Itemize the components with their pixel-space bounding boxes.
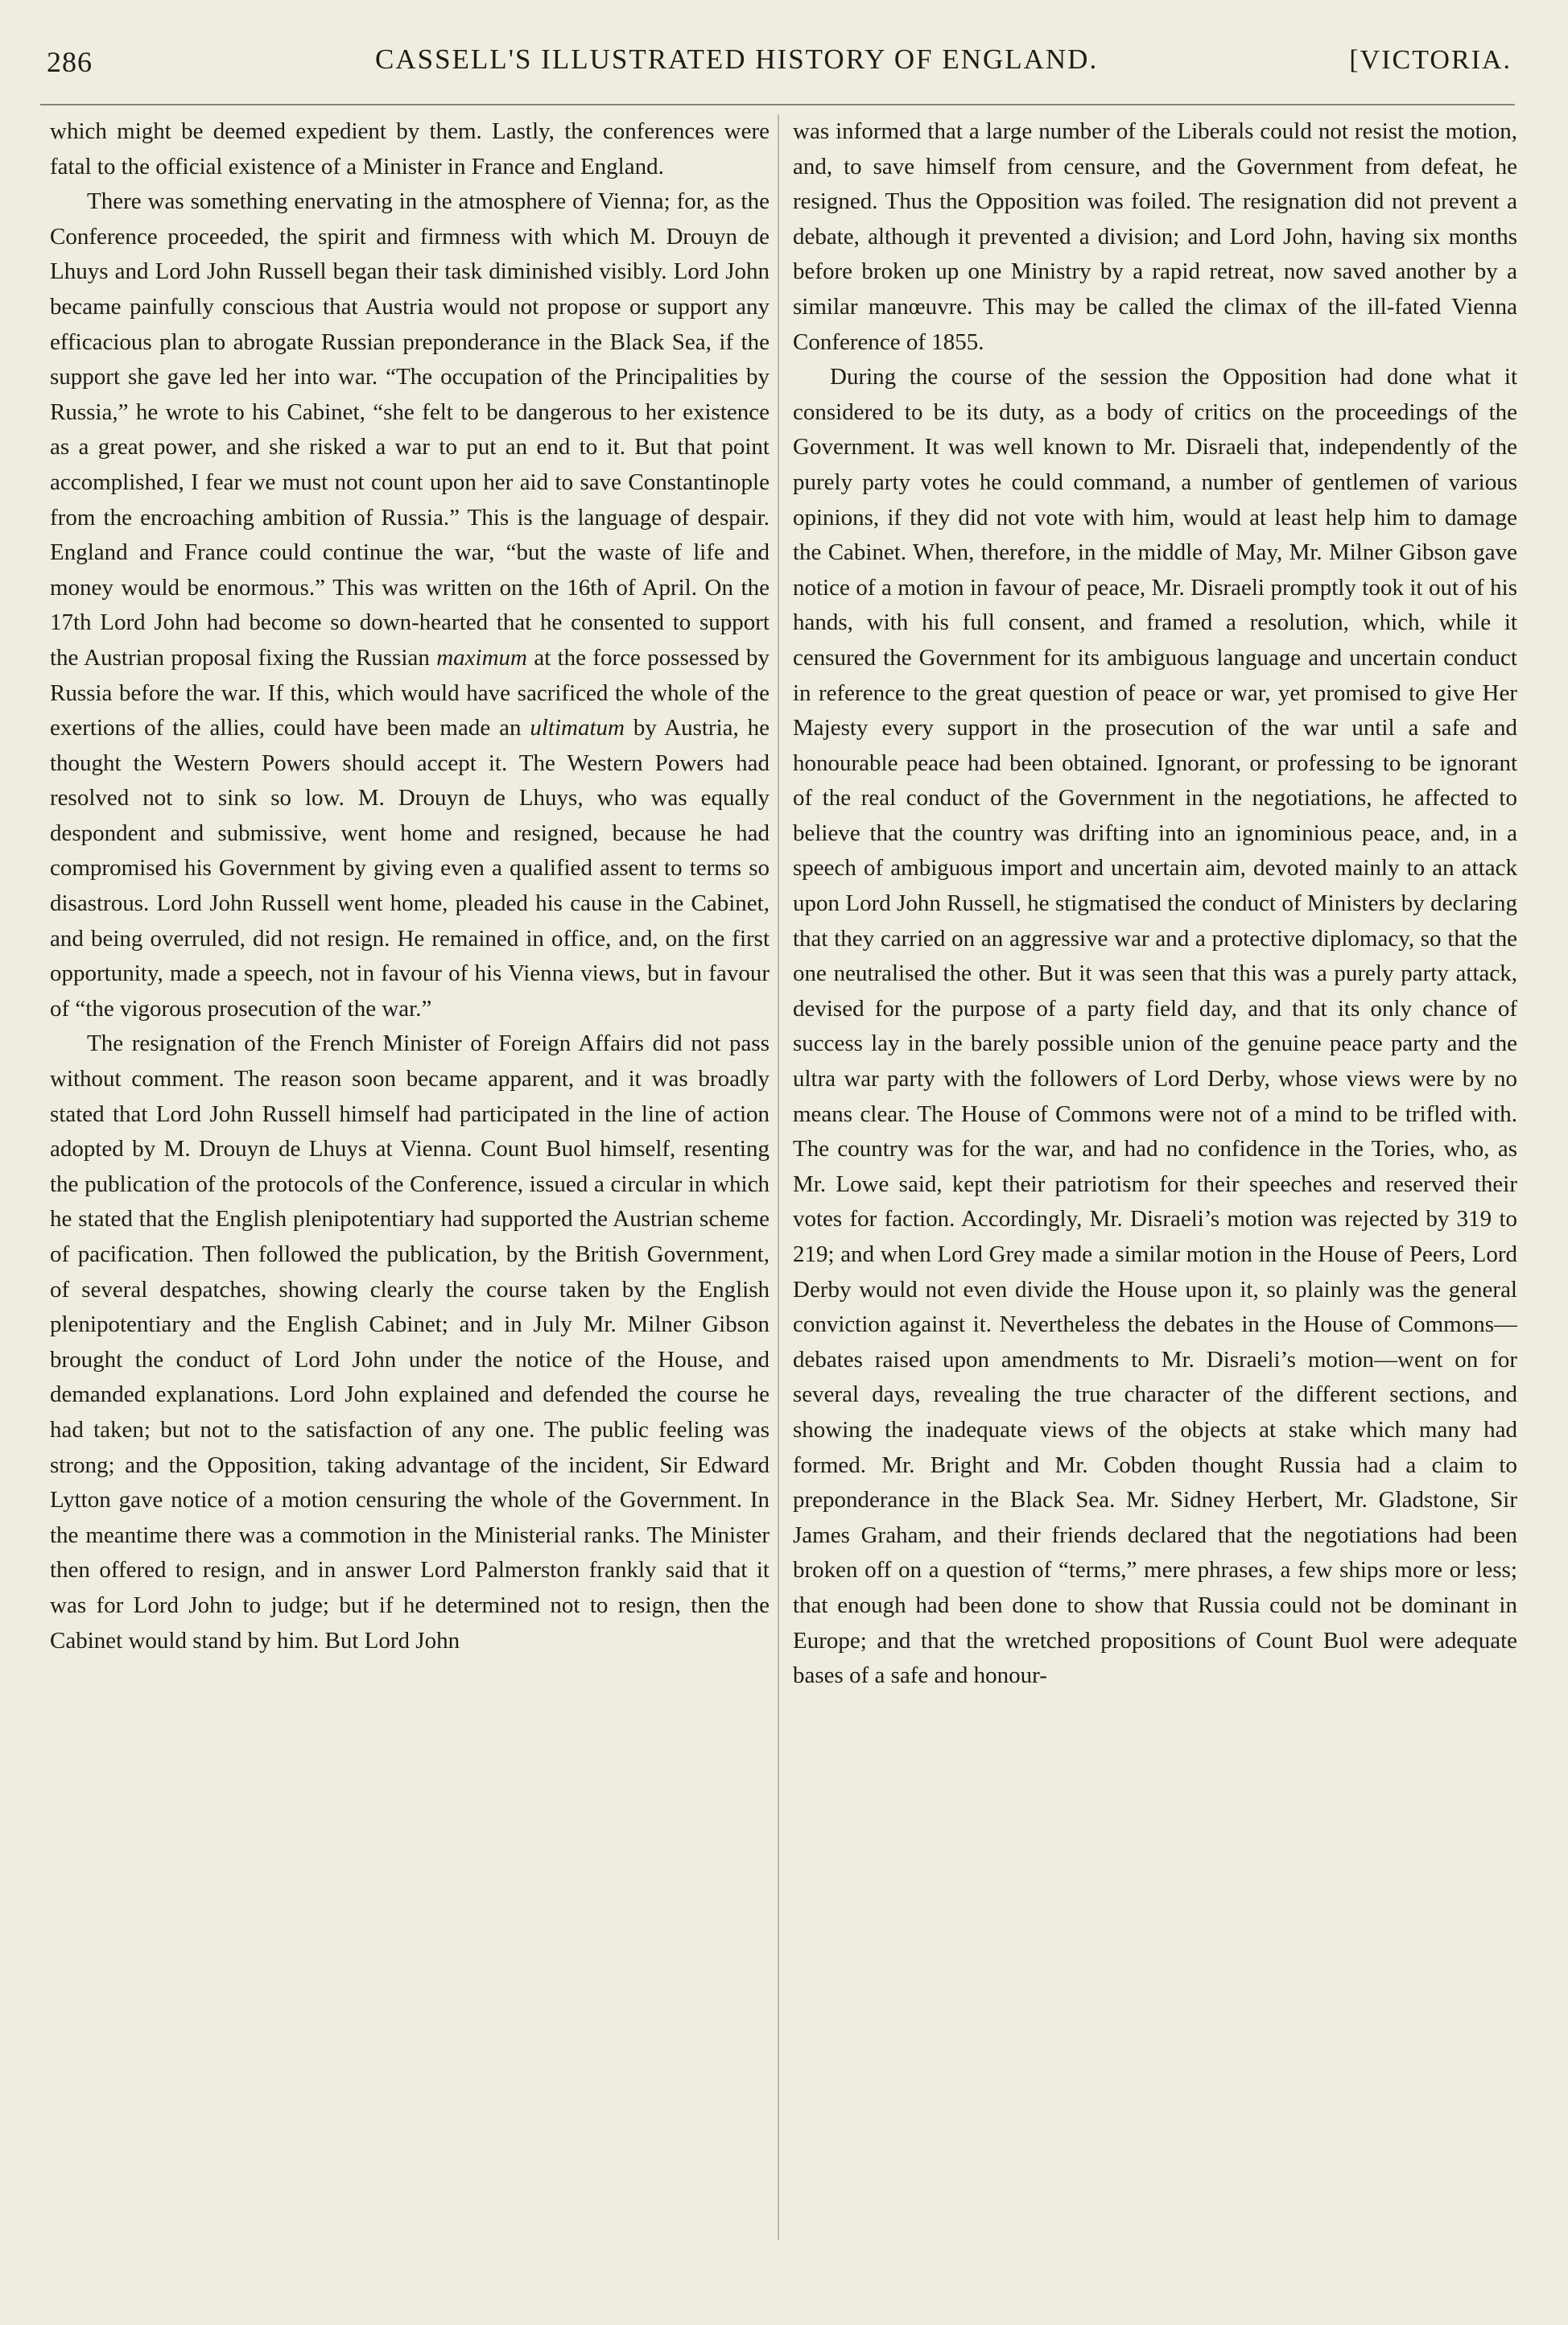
italic-term: maximum	[436, 644, 527, 671]
italic-term: ultimatum	[530, 715, 625, 741]
paragraph: which might be deemed expedient by them. Lastly, the conferences were fatal to the official existence of a Minister in France and England.	[50, 118, 770, 180]
paragraph	[50, 184, 770, 1026]
page-header	[47, 39, 1512, 95]
running-title: CASSELL'S ILLUSTRATED HISTORY OF ENGLAND.	[375, 43, 1099, 75]
paragraph: The resignation of the French Minister of Foreign Affairs did not pass without comment. The reason soon became apparent, and it was broadly stated that Lord John Russell himself had participated in the line of action adopted by M. Drouyn de Lhuys at Vienna. Count Buol himself, resenting the publication of the protocols of the Conference, issued a circular in which he stated that the English plenipotentiary had supported the Austrian scheme of pacification. Then followed the publication, by the British Government, of several despatches, showing clearly the course taken by the English plenipotentiary and the English Cabinet; and in July Mr. Milner Gibson brought the conduct of Lord John under the notice of the House, and demanded explanations. Lord John explained and defended the course he had taken; but not to the satisfaction of any one. The public feeling was strong; and the Opposition, taking advantage of the incident, Sir Edward Lytton gave notice of a motion censuring the whole of the Government. In the meantime there was a commotion in the Ministerial ranks. The Minister then offered to resign, and in answer Lord Palmerston frankly said that it was for Lord John to judge; but if he determined not to resign, then the Cabinet would stand by him. But Lord John	[50, 1030, 770, 1654]
column-divider	[778, 114, 779, 2240]
paragraph-text: by Austria, he thought the Western Powers should accept it. The Western Powers had resolved not to sink so low. M. Drouyn de Lhuys, who was equally despondent and submissive, went home and resigned, because he had compromised his Government by giving even a qualified assent to terms so disastrous. Lord John Russell went home, pleaded his cause in the Cabinet, and being overruled, did not resign. He remained in office, and, on the first opportunity, made a speech, not in favour of his Vienna views, but in favour of “the vigorous prosecution of the war.”	[50, 715, 770, 1022]
paragraph-text: at the force possessed by Russia before the war. If this, which would have sacrificed the whole of the exertions of the allies, could have been made an	[50, 644, 770, 741]
header-rule	[40, 104, 1515, 105]
left-column	[50, 114, 770, 1658]
paragraph: During the course of the session the Opposition had done what it considered to be its duty, as a body of critics on the proceedings of the Government. It was well known to Mr. Disraeli that, independently of the purely party votes he could command, a number of gentlemen of various opinions, if they did not vote with him, would at least help him to damage the Cabinet. When, therefore, in the middle of May, Mr. Milner Gibson gave notice of a motion in favour of peace, Mr. Disraeli promptly took it out of his hands, with his full consent, and framed a resolution, which, while it censured the Government for its ambiguous language and uncertain conduct in reference to the great question of peace or war, yet promised to give Her Majesty every support in the prosecution of the war until a safe and honourable peace had been obtained. Ignorant, or professing to be ignorant of the real conduct of the Government in the negotiations, he affected to believe that the country was drifting into an ignominious peace, and, in a speech of ambiguous import and uncertain aim, devoted mainly to an attack upon Lord John Russell, he stigmatised the conduct of Ministers by declaring that they carried on an aggressive war and a protective diplomacy, so that the one neutralised the other. But it was seen that this was a purely party attack, devised for the purpose of a party field day, and that its only chance of success lay in the barely possible union of the genuine peace party and the ultra war party with the followers of Lord Derby, whose views were by no means clear. The House of Commons were not of a mind to be trifled with. The country was for the war, and had no confidence in the Tories, who, as Mr. Lowe said, kept their patriotism for their speeches and reserved their votes for faction. Accordingly, Mr. Disraeli’s motion was rejected by 319 to 219; and when Lord Grey made a similar motion in the House of Peers, Lord Derby would not even divide the House upon it, so plainly was the general conviction against it. Nevertheless the debates in the House of Commons—debates raised upon amendments to Mr. Disraeli’s motion—went on for several days, revealing the true character of the different sections, and showing the inadequate views of the objects at stake which many had formed. Mr. Bright and Mr. Cobden thought Russia had a claim to preponderance in the Black Sea. Mr. Sidney Herbert, Mr. Gladstone, Sir James Graham, and their friends declared that the negotiations had been broken off on a question of “terms,” mere phrases, a few ships more or less; that enough had been done to show that Russia could not be dominant in Europe; and that the wretched propositions of Count Buol were adequate bases of a safe and honour-	[793, 364, 1517, 1689]
page-number: 286	[47, 46, 93, 78]
running-section: [VICTORIA.	[1349, 45, 1512, 75]
right-column	[793, 114, 1517, 1694]
paragraph-text: There was something enervating in the atmosphere of Vienna; for, as the Conference proceeded, the spirit and firmness with which M. Drouyn de Lhuys and Lord John Russell began their task diminished visibly. Lord John became painfully conscious that Austria would not propose or support any efficacious plan to abrogate Russian preponderance in the Black Sea, if the support she gave led her into war. “The occupation of the Principalities by Russia,” he wrote to his Cabinet, “she felt to be dangerous to her existence as a great power, and she risked a war to put an end to it. But that point accomplished, I fear we must not count upon her aid to save Constantinople from the encroaching ambition of Russia.” This is the language of despair. England and France could continue the war, “but the waste of life and money would be enormous.” This was written on the 16th of April. On the 17th Lord John had become so down-hearted that he consented to support the Austrian proposal fixing the Russian	[50, 188, 770, 671]
paragraph: was informed that a large number of the Liberals could not resist the motion, and, to save himself from censure, and the Government from defeat, he resigned. Thus the Opposition was foiled. The resignation did not prevent a debate, although it prevented a division; and Lord John, having six months before broken up one Ministry by a rapid retreat, now saved another by a similar manœuvre. This may be called the climax of the ill-fated Vienna Conference of 1855.	[793, 118, 1517, 355]
